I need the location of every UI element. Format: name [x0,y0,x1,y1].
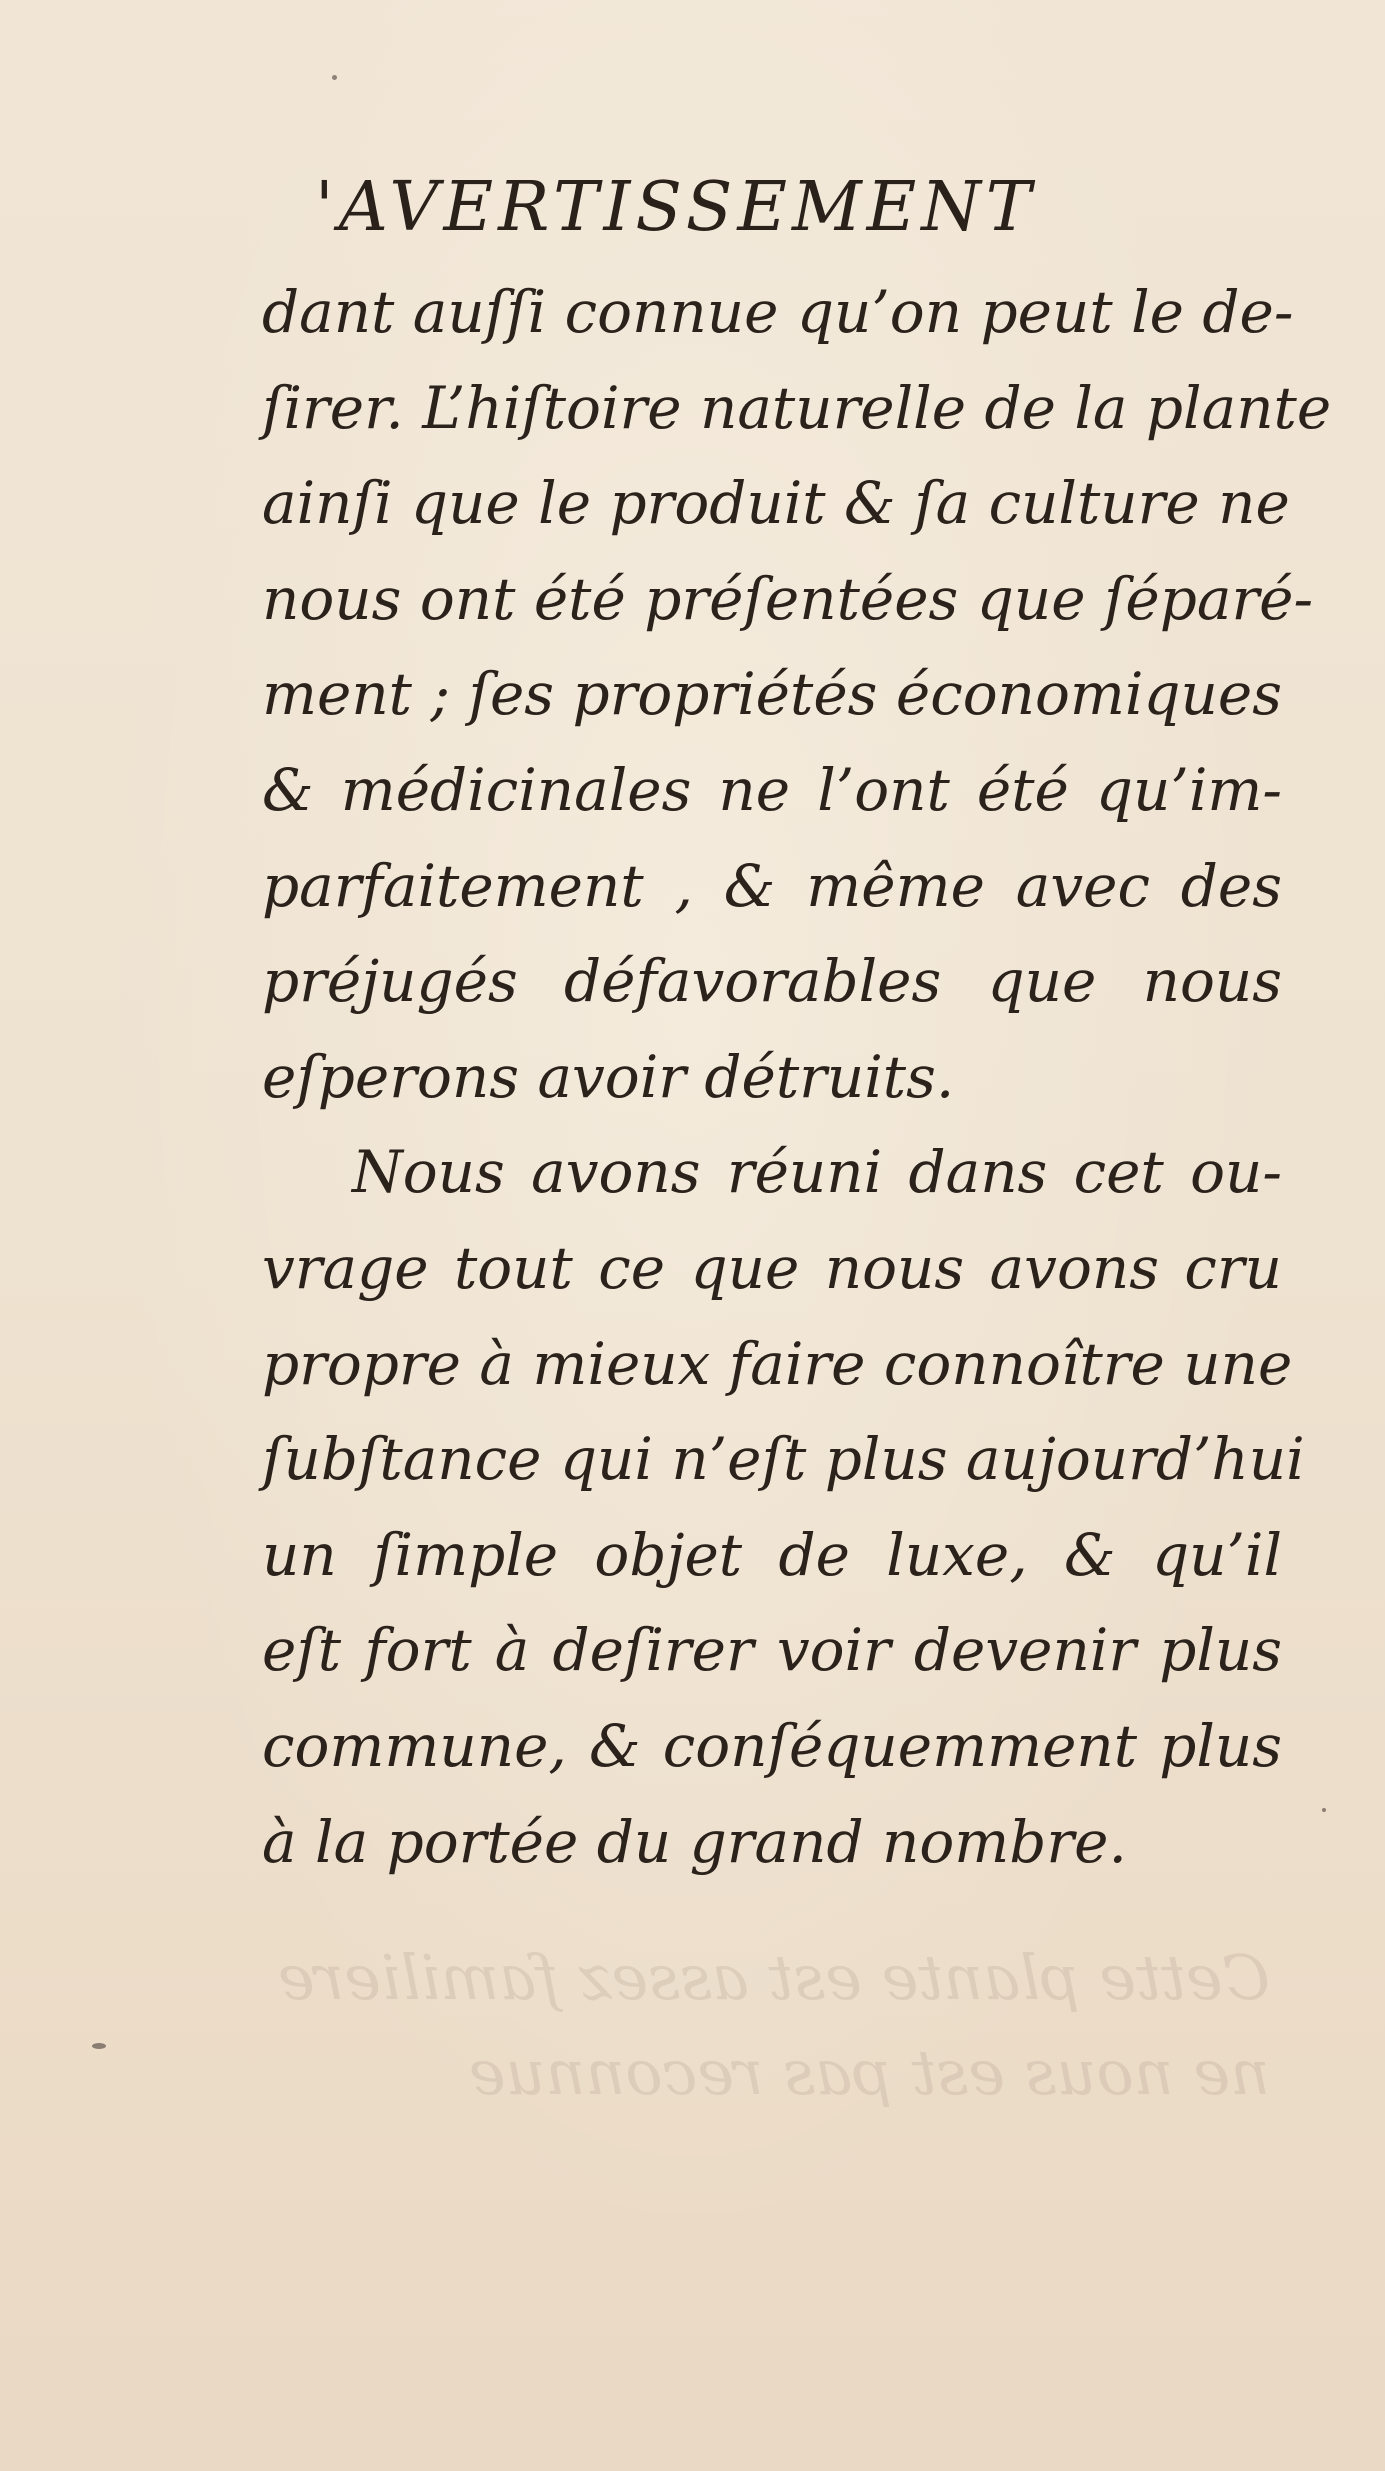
show-through-text: Cette plante est assez familiere ne nous est pas reconnue [277,1941,1270,2109]
running-title: 'AVERTISSEMENT [315,168,1037,247]
text-line: ment ; ſes propriétés économiques [262,660,1282,729]
text-line: Nous avons réuni dans cet ou- [352,1138,1282,1207]
text-line: commune, & conſéquemment plus [262,1711,1282,1780]
text-line: propre à mieux faire connoître une [262,1329,1293,1398]
text-line: ſirer. L’hiſtoire naturelle de la plante [262,373,1332,442]
text-line: à la portée du grand nombre. [262,1807,1127,1876]
text-line: ſubſtance qui n’eſt plus aujourd’hui [262,1425,1305,1494]
text-line: eſperons avoir détruits. [262,1042,955,1111]
paper-speck [1322,1808,1326,1812]
main-text [262,265,1332,1890]
text-line: préjugés défavorables que nous [262,947,1282,1016]
text-line: nous ont été préſentées que ſéparé- [262,564,1314,633]
paper-speck [332,75,337,80]
text-line: ainſi que le produit & ſa culture ne [262,469,1290,538]
text-line: parfaitement , & même avec des [262,851,1282,920]
text-line: vrage tout ce que nous avons cru [262,1233,1282,1302]
text-line: dant auſſi connue qu’on peut le de- [262,278,1294,346]
text-line: & médicinales ne l’ont été qu’im- [262,755,1282,824]
paper-speck [92,2043,106,2049]
text-line: eſt fort à deſirer voir devenir plus [262,1616,1282,1685]
text-line: un ſimple objet de luxe, & qu’il [262,1520,1282,1589]
